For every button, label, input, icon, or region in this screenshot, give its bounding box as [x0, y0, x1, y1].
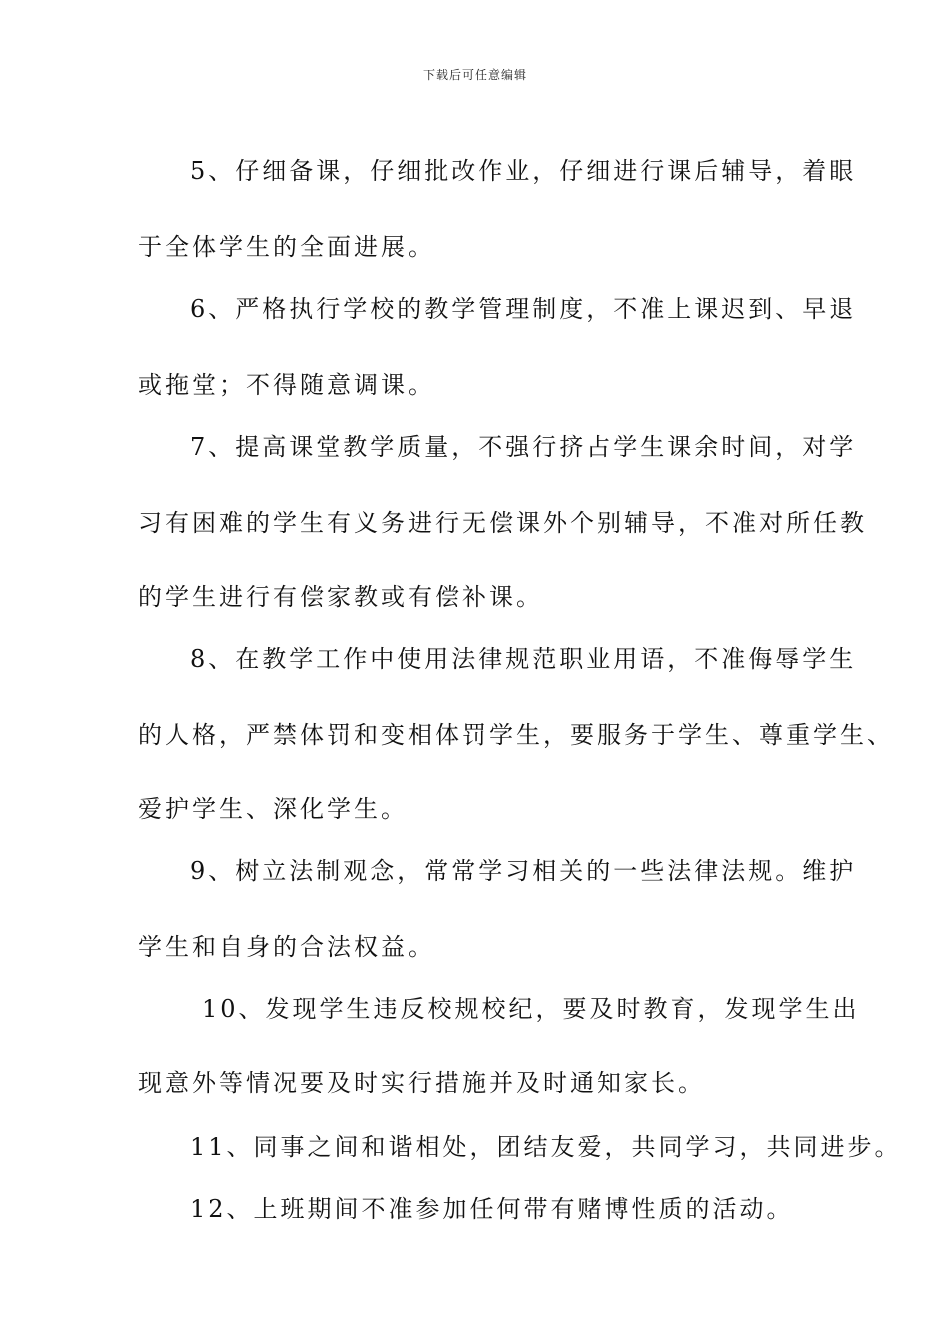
paragraph-line: 爱护学生、深化学生。: [138, 795, 408, 823]
header-note: 下载后可任意编辑: [422, 68, 527, 82]
paragraph-line: 或拖堂；不得随意调课。: [138, 371, 435, 399]
paragraph-line: 7、提高课堂教学质量，不强行挤占学生课余时间，对学: [190, 433, 857, 461]
paragraph-line: 5、仔细备课，仔细批改作业，仔细进行课后辅导，着眼: [190, 157, 857, 185]
paragraph-line: 6、严格执行学校的教学管理制度，不准上课迟到、早退: [190, 295, 857, 323]
paragraph-line: 于全体学生的全面进展。: [138, 233, 435, 261]
paragraph-line: 习有困难的学生有义务进行无偿课外个别辅导，不准对所任教: [138, 509, 867, 537]
paragraph-line: 12、上班期间不准参加任何带有赌博性质的活动。: [190, 1195, 794, 1223]
paragraph-line: 11、同事之间和谐相处，团结友爱，共同学习，共同进步。: [190, 1133, 902, 1161]
paragraph-line: 的学生进行有偿家教或有偿补课。: [138, 583, 543, 611]
paragraph-line: 学生和自身的合法权益。: [138, 933, 435, 961]
paragraph-line: 10、发现学生违反校规校纪，要及时教育，发现学生出: [202, 995, 860, 1023]
paragraph-line: 现意外等情况要及时实行措施并及时通知家长。: [138, 1069, 705, 1097]
paragraph-line: 9、树立法制观念，常常学习相关的一些法律法规。维护: [190, 857, 857, 885]
paragraph-line: 8、在教学工作中使用法律规范职业用语，不准侮辱学生: [190, 645, 857, 673]
paragraph-line: 的人格，严禁体罚和变相体罚学生，要服务于学生、尊重学生、: [138, 721, 894, 749]
